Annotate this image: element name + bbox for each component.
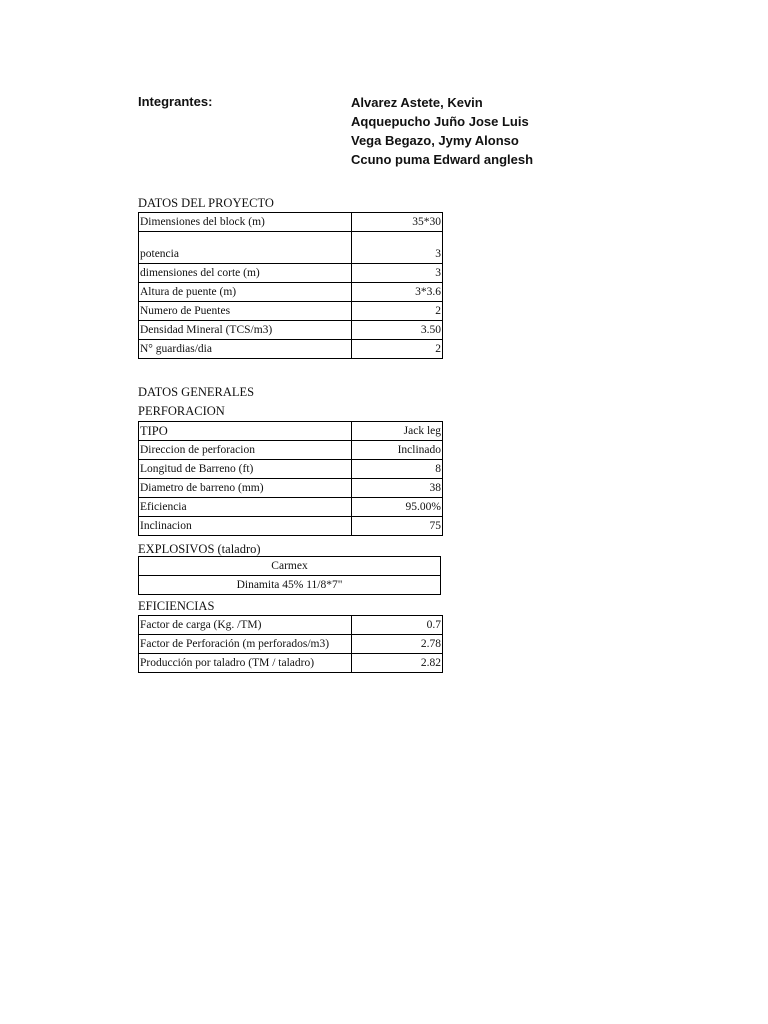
row-value: 3.50 — [352, 321, 443, 340]
table-row — [139, 557, 441, 576]
efficiencies-table — [138, 615, 443, 673]
row-label: Diametro de barreno (mm) — [139, 479, 352, 498]
project-table — [138, 212, 443, 359]
table-row — [139, 441, 443, 460]
member-name: Aqquepucho Juño Jose Luis — [351, 114, 529, 129]
row-label: Numero de Puentes — [139, 302, 352, 321]
row-label: N° guardias/dia — [139, 340, 352, 359]
table-row — [139, 340, 443, 359]
table-row — [139, 654, 443, 673]
row-label: Longitud de Barreno (ft) — [139, 460, 352, 479]
row-value: 3*3.6 — [352, 283, 443, 302]
member-name: Alvarez Astete, Kevin — [351, 95, 483, 110]
row-label: Altura de puente (m) — [139, 283, 352, 302]
row-value: 2.78 — [352, 635, 443, 654]
explosives-table — [138, 556, 441, 595]
table-row — [139, 479, 443, 498]
table-row — [139, 283, 443, 302]
perforation-table — [138, 421, 443, 536]
row-label: Inclinacion — [139, 517, 352, 536]
members-list — [351, 94, 533, 170]
member-name: Vega Begazo, Jymy Alonso — [351, 133, 519, 148]
explosive-item: Carmex — [139, 557, 441, 576]
member-name: Ccuno puma Edward anglesh — [351, 152, 534, 167]
table-row — [139, 302, 443, 321]
row-label: dimensiones del corte (m) — [139, 264, 352, 283]
row-label: TIPO — [139, 422, 352, 441]
row-value: 2.82 — [352, 654, 443, 673]
table-row — [139, 422, 443, 441]
row-value: 95.00% — [352, 498, 443, 517]
row-label: Direccion de perforacion — [139, 441, 352, 460]
project-section-title: DATOS DEL PROYECTO — [138, 196, 274, 210]
table-row — [139, 460, 443, 479]
row-label: Dimensiones del block (m) — [139, 213, 352, 232]
row-value: 0.7 — [352, 616, 443, 635]
row-value: 38 — [352, 479, 443, 498]
table-row — [139, 616, 443, 635]
table-row — [139, 321, 443, 340]
members-label: Integrantes: — [138, 94, 213, 109]
table-row — [139, 213, 443, 232]
perforation-section-title: PERFORACION — [138, 404, 225, 418]
row-label: Eficiencia — [139, 498, 352, 517]
row-value: 35*30 — [352, 213, 443, 232]
row-label: Densidad Mineral (TCS/m3) — [139, 321, 352, 340]
table-row — [139, 232, 443, 264]
explosive-item: Dinamita 45% 11/8*7" — [139, 576, 441, 595]
row-label: Factor de Perforación (m perforados/m3) — [139, 635, 352, 654]
row-value: 3 — [352, 232, 443, 264]
row-value: Jack leg — [352, 422, 443, 441]
efficiencies-section-title: EFICIENCIAS — [138, 599, 215, 613]
row-value: 75 — [352, 517, 443, 536]
row-label: Producción por taladro (TM / taladro) — [139, 654, 352, 673]
row-value: 2 — [352, 340, 443, 359]
row-value: 3 — [352, 264, 443, 283]
row-value: Inclinado — [352, 441, 443, 460]
explosives-section-title: EXPLOSIVOS (taladro) — [138, 542, 261, 556]
table-row — [139, 576, 441, 595]
row-label: Factor de carga (Kg. /TM) — [139, 616, 352, 635]
table-row — [139, 264, 443, 283]
table-row — [139, 635, 443, 654]
row-label: potencia — [139, 232, 352, 264]
table-row — [139, 517, 443, 536]
general-section-title: DATOS GENERALES — [138, 385, 255, 399]
row-value: 2 — [352, 302, 443, 321]
table-row — [139, 498, 443, 517]
row-value: 8 — [352, 460, 443, 479]
